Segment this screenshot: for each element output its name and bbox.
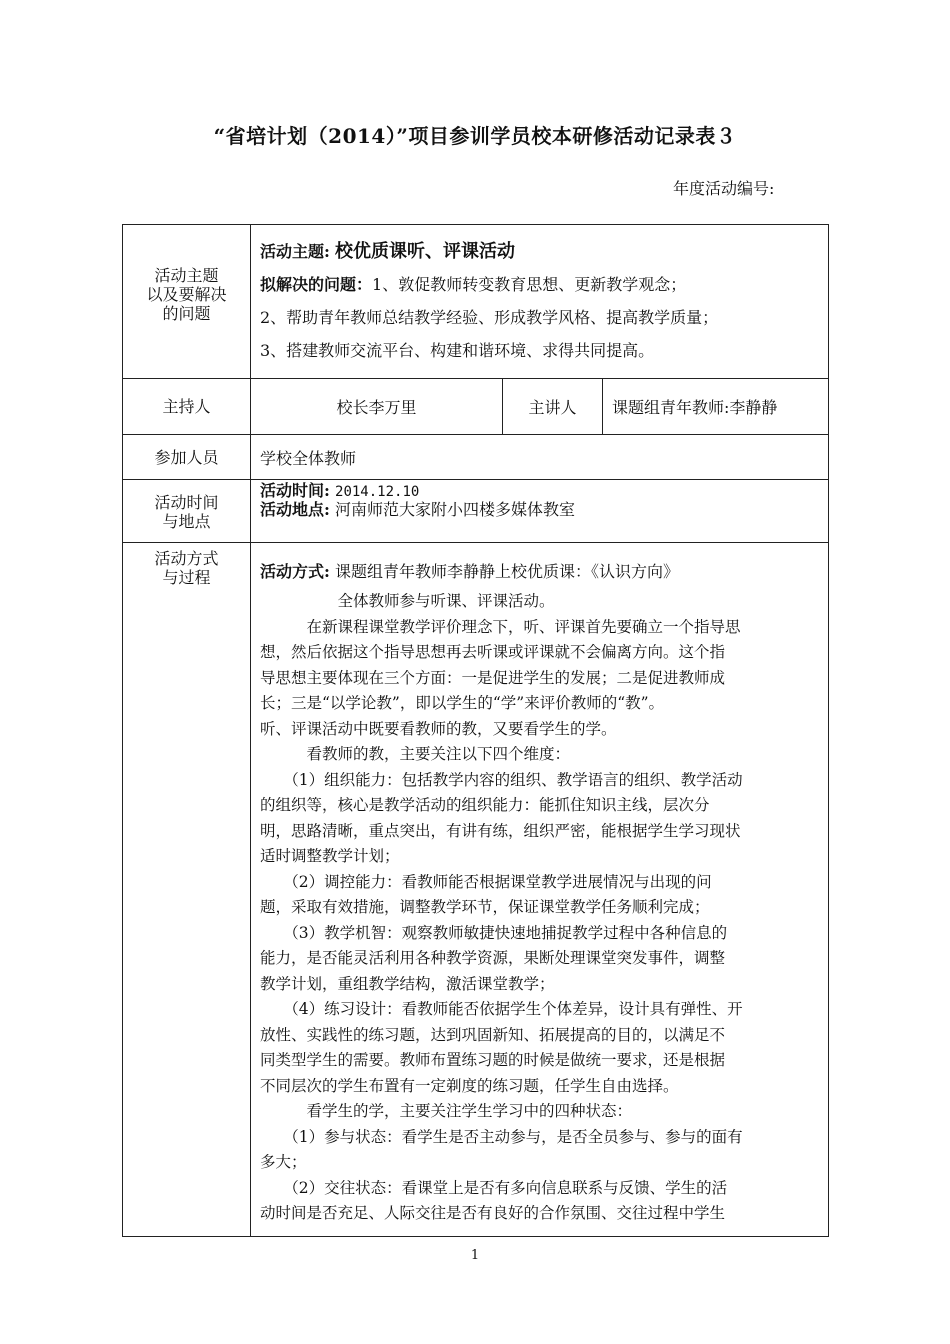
theme-value: 校优质课听、评课活动: [335, 241, 516, 262]
process-line: 想，然后依据这个指导思想再去听课或评课就不会偏离方向。这个指: [260, 643, 726, 661]
process-line: 在新课程课堂教学评价理念下，听、评课首先要确立一个指导思: [260, 617, 741, 636]
process-line: 导思想主要体现在三个方面：一是促进学生的发展；二是促进教师成: [260, 668, 726, 687]
process-line: 多大；: [260, 1153, 307, 1171]
participants-row: [123, 435, 829, 480]
process-line: 全体教师参与听课、评课活动。: [260, 592, 555, 610]
time-place-label-line: 活动时间: [154, 493, 219, 512]
time-place-content-cell: [251, 480, 829, 543]
document-title: “省培计划（2014）”项目参训学员校本研修活动记录表３: [213, 124, 737, 148]
place-value: 河南师范大家附小四楼多媒体教室: [335, 500, 576, 519]
problem-item: 1、敦促教师转变教育思想、更新教学观念；: [372, 275, 687, 294]
time-label: 活动时间:: [260, 481, 330, 500]
participants-value: 学校全体教师: [251, 435, 829, 480]
process-line: 教学计划，重组教学结构，激活课堂教学；: [260, 974, 555, 993]
process-line: （1）参与状态：看学生是否主动参与，是否全员参与、参与的面有: [260, 1127, 743, 1146]
theme-label: 活动主题:: [260, 242, 330, 261]
place-label: 活动地点:: [260, 500, 330, 519]
time-place-row: [123, 480, 829, 543]
process-label-cell: [123, 543, 251, 1237]
process-line: 看学生的学，主要关注学生学习中的四种状态：: [260, 1102, 633, 1120]
process-row: [123, 543, 829, 1237]
process-line: 不同层次的学生布置有一定剃度的练习题，任学生自由选择。: [260, 1076, 679, 1095]
mode-label: 活动方式:: [260, 562, 330, 581]
process-line: 听、评课活动中既要看教师的教，又要看学生的学。: [260, 719, 617, 738]
process-line: 长；三是“以学论教”，即以学生的“学”来评价教师的“教”。: [260, 694, 665, 712]
host-value: 校长李万里: [251, 379, 503, 435]
process-line: 能力，是否能灵活利用各种教学资源，果断处理课堂突发事件，调整: [260, 949, 726, 967]
page-number: 1: [470, 1248, 480, 1263]
process-line: 看教师的教，主要关注以下四个维度：: [260, 745, 571, 763]
process-text: [260, 589, 820, 1227]
problem-item: 3、搭建教师交流平台、构建和谐环境、求得共同提高。: [260, 341, 655, 360]
process-line: 适时调整教学计划；: [260, 847, 400, 865]
process-line: （2）调控能力：看教师能否根据课堂教学进展情况与出现的问: [260, 872, 712, 891]
mode-value: 课题组青年教师李静静上校优质课：《认识方向》: [335, 562, 680, 581]
process-line: （1）组织能力：包括教学内容的组织、教学语言的组织、教学活动: [260, 770, 743, 789]
process-line: 放性、实践性的练习题，达到巩固新知、拓展提高的目的，以满足不: [260, 1025, 726, 1044]
process-line: 同类型学生的需要。教师布置练习题的时候是做统一要求，还是根据: [260, 1051, 726, 1069]
problems-label: 拟解决的问题：: [260, 275, 373, 294]
record-table: [122, 224, 829, 1237]
host-row: [123, 379, 829, 435]
time-place-label-line: 与地点: [162, 512, 211, 531]
process-label-line: 与过程: [162, 568, 211, 587]
topic-content-cell: [251, 225, 829, 379]
serial-number-label: 年度活动编号:: [673, 179, 775, 198]
speaker-label: 主讲人: [503, 379, 603, 435]
process-line: （2）交往状态：看课堂上是否有多向信息联系与反馈、学生的活: [260, 1178, 728, 1197]
host-label: 主持人: [123, 379, 251, 435]
problem-item: 2、帮助青年教师总结教学经验、形成教学风格、提高教学质量；: [260, 308, 719, 327]
topic-label-line: 以及要解决: [146, 285, 227, 304]
process-line: （4）练习设计：看教师能否依据学生个体差异，设计具有弹性、开: [260, 1000, 743, 1018]
topic-label-cell: [123, 225, 251, 379]
process-content-cell: [251, 543, 829, 1237]
time-place-label-cell: [123, 480, 251, 543]
process-line: 明，思路清晰，重点突出，有讲有练，组织严密，能根据学生学习现状: [260, 821, 741, 840]
time-value: 2014.12.10: [335, 484, 420, 500]
process-line: 的组织等，核心是教学活动的组织能力：能抓住知识主线，层次分: [260, 796, 710, 814]
speaker-value: 课题组青年教师:李静静: [603, 379, 829, 435]
topic-label-line: 活动主题: [154, 266, 219, 285]
process-line: 题，采取有效措施，调整教学环节，保证课堂教学任务顺利完成；: [260, 898, 710, 916]
process-line: 动时间是否充足、人际交往是否有良好的合作氛围、交往过程中学生: [260, 1204, 726, 1222]
process-line: （3）教学机智：观察教师敏捷快速地捕捉教学过程中各种信息的: [260, 923, 728, 942]
topic-label-line: 的问题: [162, 304, 211, 323]
process-label-line: 活动方式: [154, 549, 219, 568]
topic-row: [123, 225, 829, 379]
participants-label: 参加人员: [123, 435, 251, 480]
